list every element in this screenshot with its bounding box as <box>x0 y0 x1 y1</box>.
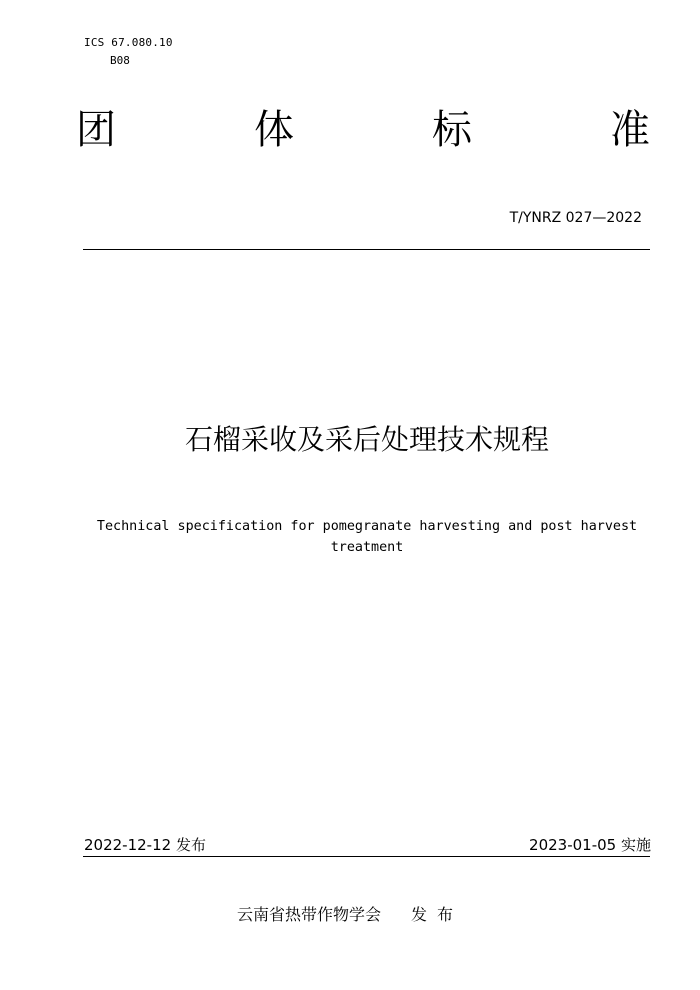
bottom-divider <box>83 856 650 857</box>
publisher-org: 云南省热带作物学会 <box>236 905 381 924</box>
standard-type-char-3: 标 <box>432 107 472 153</box>
document-title-en-line1: Technical specification for pomegranate harvesting and post harvest <box>96 519 638 534</box>
standard-type-char-2: 体 <box>254 107 294 153</box>
publisher-line <box>0 904 700 926</box>
standard-type-char-1: 团 <box>76 107 116 153</box>
standard-type-char-4: 准 <box>610 107 650 153</box>
standard-type-heading <box>76 104 650 156</box>
document-title-en <box>84 516 650 558</box>
implementation-date: 2023-01-05 实施 <box>529 836 651 854</box>
ccs-code: B08 <box>110 54 130 67</box>
document-title-en-line2: treatment <box>330 540 404 555</box>
issue-date: 2022-12-12 发布 <box>84 836 206 854</box>
top-divider <box>83 249 650 250</box>
document-title-cn: 石榴采收及采后处理技术规程 <box>184 423 549 456</box>
publish-label: 发布 <box>411 905 464 924</box>
standard-number: T/YNRZ 027—2022 <box>509 210 642 226</box>
ics-code: ICS 67.080.10 <box>84 36 173 49</box>
